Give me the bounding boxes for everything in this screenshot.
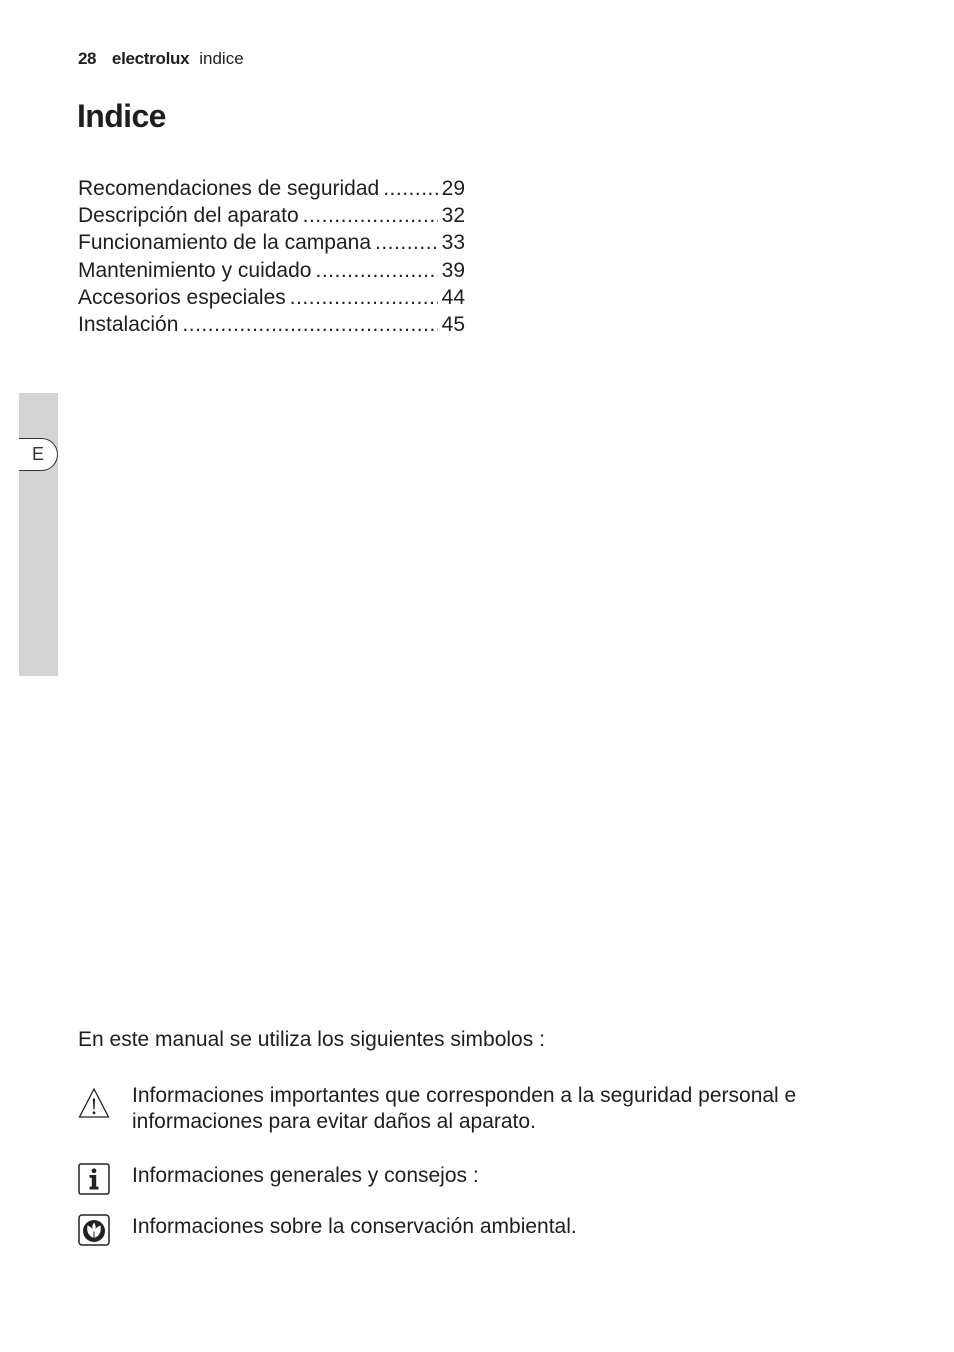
symbol-item-info bbox=[78, 1163, 898, 1195]
toc-page-number: 29 bbox=[441, 177, 465, 200]
environment-icon bbox=[78, 1214, 110, 1246]
toc-leader bbox=[315, 257, 437, 284]
info-icon bbox=[78, 1163, 110, 1195]
toc-entry-label: Recomendaciones de seguridad bbox=[78, 177, 380, 200]
toc-entry-label: Instalación bbox=[78, 312, 179, 336]
toc-item[interactable] bbox=[78, 284, 465, 311]
toc-page-number: 33 bbox=[441, 231, 465, 255]
symbol-item-environment bbox=[78, 1214, 898, 1246]
toc-leader bbox=[290, 284, 438, 311]
symbol-item-warning bbox=[78, 1083, 898, 1135]
toc-leader bbox=[303, 202, 438, 229]
toc-leader bbox=[182, 311, 437, 338]
toc-page-number: 45 bbox=[441, 312, 465, 336]
symbol-text: Informaciones sobre la conservación ambiental. bbox=[132, 1215, 577, 1238]
language-side-tab bbox=[19, 393, 58, 676]
symbols-intro: En este manual se utiliza los siguientes simbolos : bbox=[78, 1028, 545, 1051]
section-name: indice bbox=[199, 49, 244, 68]
toc-page-number: 32 bbox=[441, 204, 465, 228]
toc-item[interactable] bbox=[78, 257, 465, 284]
toc-entry-label: Funcionamiento de la campana bbox=[78, 231, 372, 255]
toc-page-number: 44 bbox=[441, 285, 465, 309]
toc-item[interactable] bbox=[78, 311, 465, 338]
page-number: 28 bbox=[78, 49, 96, 68]
table-of-contents bbox=[78, 175, 465, 338]
toc-entry-label: Accesorios especiales bbox=[78, 285, 286, 309]
page-header bbox=[78, 48, 244, 70]
toc-page-number: 39 bbox=[441, 258, 465, 282]
symbol-text-line: Informaciones importantes que corresponden a la seguridad personal e bbox=[132, 1084, 797, 1107]
toc-entry-label: Mantenimiento y cuidado bbox=[78, 258, 312, 282]
toc-leader bbox=[375, 229, 438, 256]
language-badge: E bbox=[19, 438, 58, 471]
toc-entry-label: Descripción del aparato bbox=[78, 204, 299, 228]
toc-item[interactable] bbox=[78, 175, 465, 202]
warning-triangle-icon bbox=[78, 1087, 110, 1119]
brand-name: electrolux bbox=[111, 49, 190, 68]
symbol-text: Informaciones generales y consejos : bbox=[132, 1164, 479, 1187]
symbol-text-line: informaciones para evitar daños al aparato. bbox=[132, 1110, 536, 1133]
page-title: Indice bbox=[77, 98, 166, 134]
toc-leader bbox=[383, 175, 437, 202]
toc-item[interactable] bbox=[78, 229, 465, 256]
toc-item[interactable] bbox=[78, 202, 465, 229]
